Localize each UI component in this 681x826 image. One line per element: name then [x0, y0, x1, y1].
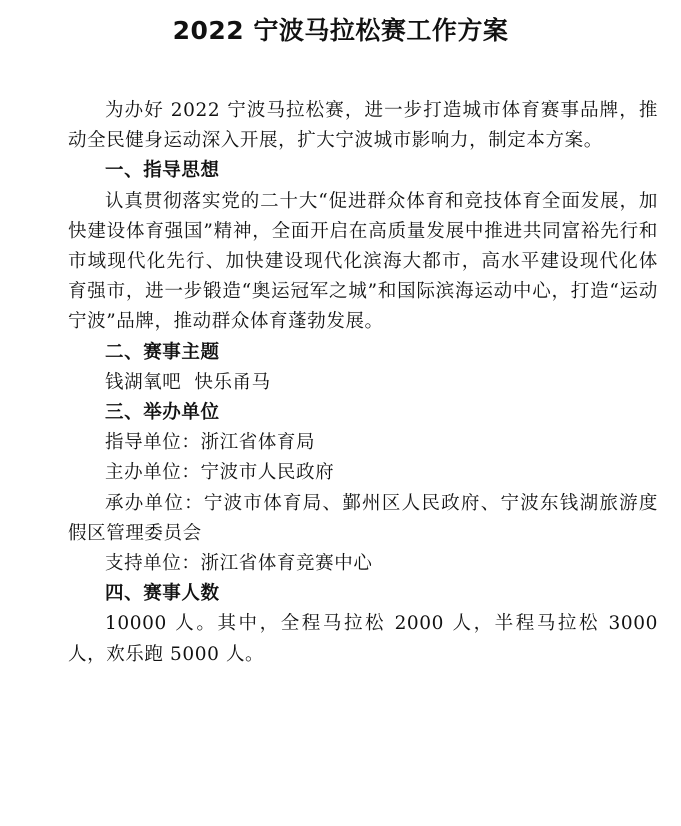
organizer-host-label: 主办单位： [105, 462, 201, 484]
organizer-support-value: 浙江省体育竞赛中心 [200, 553, 373, 575]
document-body [68, 96, 658, 670]
participants-paragraph: 10000 人。其中，全程马拉松 2000 人，半程马拉松 3000 人，欢乐跑 5000 人。 [68, 613, 658, 665]
document-title: 2022 宁波马拉松赛工作方案 [172, 16, 509, 45]
guiding-paragraph: 认真贯彻落实党的二十大“促进群众体育和竞技体育全面发展，加快建设体育强国”精神，全面开启在高质量发展中推进共同富裕先行和市域现代化先行、加快建设现代化滨海大都市，高水平建设现代化体育强市，进一步锻造“奥运冠军之城”和国际滨海运动中心，打造“运动宁波”品牌，推动群众体育蓬勃发展。 [68, 190, 658, 333]
section-heading-guiding: 一、指导思想 [105, 160, 220, 182]
section-heading-participants: 四、赛事人数 [105, 583, 220, 605]
organizer-support [68, 549, 658, 579]
organizer-guide-value: 浙江省体育局 [200, 432, 316, 454]
organizer-operator-value: 宁波市体育局、鄞州区人民政府、宁波东钱湖旅游度假区管理委员会 [68, 492, 658, 544]
organizer-host [68, 458, 658, 488]
section-heading-organizers: 三、举办单位 [105, 402, 220, 424]
section-heading-theme: 二、赛事主题 [105, 341, 220, 363]
organizer-operator-label: 承办单位： [105, 492, 204, 514]
intro-paragraph: 为办好 2022 宁波马拉松赛，进一步打造城市体育赛事品牌，推动全民健身运动深入开展，扩大宁波城市影响力，制定本方案。 [68, 100, 658, 152]
organizer-operator [68, 489, 658, 549]
organizer-host-value: 宁波市人民政府 [200, 462, 335, 484]
organizer-support-label: 支持单位： [105, 553, 201, 575]
theme-text: 钱湖氧吧 快乐甬马 [105, 371, 271, 393]
organizer-guide [68, 428, 658, 458]
organizer-guide-label: 指导单位： [105, 432, 201, 454]
